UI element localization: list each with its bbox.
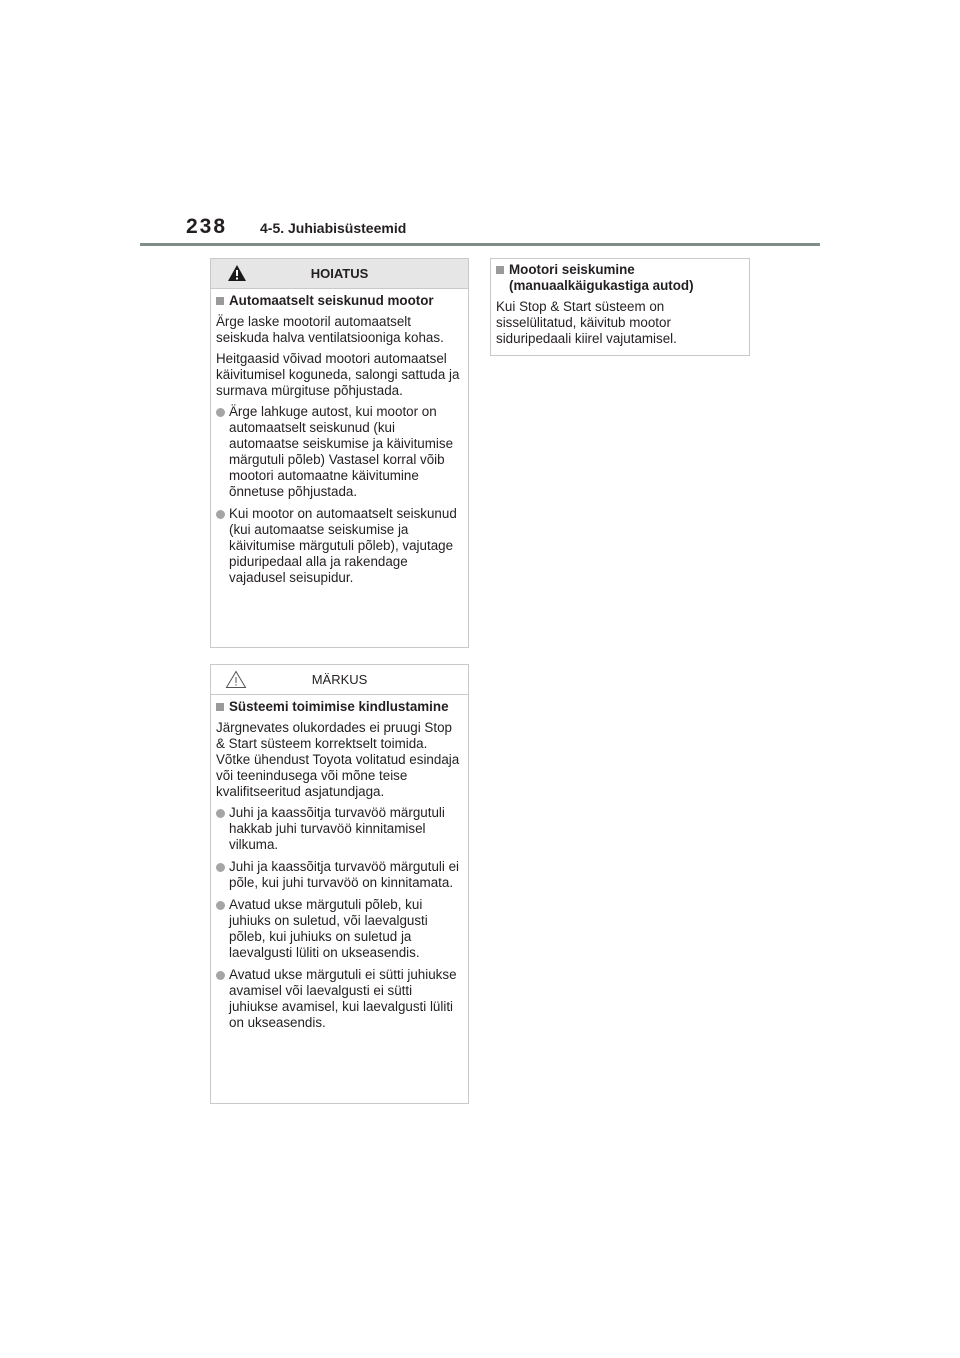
warning-title: HOIATUS: [310, 266, 369, 281]
notice-box: [210, 664, 469, 1104]
notice-subheading: Süsteemi toimimise kindlustamine: [216, 699, 464, 715]
warning-header: [211, 259, 468, 289]
warning-bullet-1: Ärge lahkuge autost, kui mootor on automaatselt seiskunud (kui automaatse seiskumise ja käivitumise märgutuli põleb) Vastasel korral võib mootori automaatne käivitumine õnnetuse põhjustada.: [216, 404, 464, 500]
notice-title: MÄRKUS: [311, 672, 368, 687]
right-info-body: [491, 259, 749, 356]
bullet-dot-icon: [216, 971, 225, 980]
notice-bullet-2: Juhi ja kaassõitja turvavöö märgutuli ei põle, kui juhi turvavöö on kinnitamata.: [216, 859, 464, 891]
page-number: 238: [186, 215, 228, 238]
bullet-dot-icon: [216, 863, 225, 872]
warning-box: [210, 258, 469, 648]
notice-header: [211, 665, 468, 695]
warning-paragraph-1: Ärge laske mootoril automaatselt seiskuda halva ventilatsiooniga kohas.: [216, 314, 444, 345]
bullet-dot-icon: [216, 408, 225, 417]
bullet-dot-icon: [216, 901, 225, 910]
bullet-dot-icon: [216, 809, 225, 818]
right-paragraph: Kui Stop & Start süsteem on sisselülitatud, käivitub mootor siduripedaali kiirel vajutamisel.: [496, 299, 677, 346]
square-bullet-icon: [216, 703, 224, 711]
section-title: 4-5. Juhiabisüsteemid: [260, 220, 407, 236]
warning-body: [211, 289, 468, 596]
notice-body: [211, 695, 468, 1041]
bullet-dot-icon: [216, 510, 225, 519]
square-bullet-icon: [496, 266, 504, 274]
notice-paragraph: Järgnevates olukordades ei pruugi Stop & Start süsteem korrektselt toimida. Võtke ühendust Toyota volitatud esindaja või teenindusega või mõne teise kvalifitseeritud asjatundjaga.: [216, 720, 460, 799]
warning-subheading: Automaatselt seiskunud mootor: [216, 293, 464, 309]
warning-bullet-2: Kui mootor on automaatselt seiskunud (kui automaatse seiskumise ja käivitumise märgutuli põleb), vajutage piduripedaal alla ja rakendage vajadusel seisupidur.: [216, 506, 464, 586]
header-rule: [140, 243, 820, 246]
notice-triangle-icon: [225, 670, 247, 692]
warning-paragraph-2: Heitgaasid võivad mootori automaatsel käivitumisel koguneda, salongi sattuda ja surmava mürgituse põhjustada.: [216, 351, 460, 398]
page-header: [140, 213, 820, 247]
notice-bullet-1: Juhi ja kaassõitja turvavöö märgutuli hakkab juhi turvavöö kinnitamisel vilkuma.: [216, 805, 464, 853]
square-bullet-icon: [216, 297, 224, 305]
right-subheading: Mootori seiskumine (manuaalkäigukastiga autod): [496, 262, 745, 294]
notice-bullet-3: Avatud ukse märgutuli põleb, kui juhiuks on suletud, või laevalgusti põleb, kui juhiuks on suletud ja laevalgusti lüliti on ukseasendis.: [216, 897, 464, 961]
right-info-box: [490, 258, 750, 356]
warning-triangle-icon: [227, 264, 247, 285]
notice-bullet-4: Avatud ukse märgutuli ei sütti juhiukse avamisel või laevalgusti ei sütti juhiukse avamisel, kui laevalgusti lüliti on ukseasendis.: [216, 967, 464, 1031]
